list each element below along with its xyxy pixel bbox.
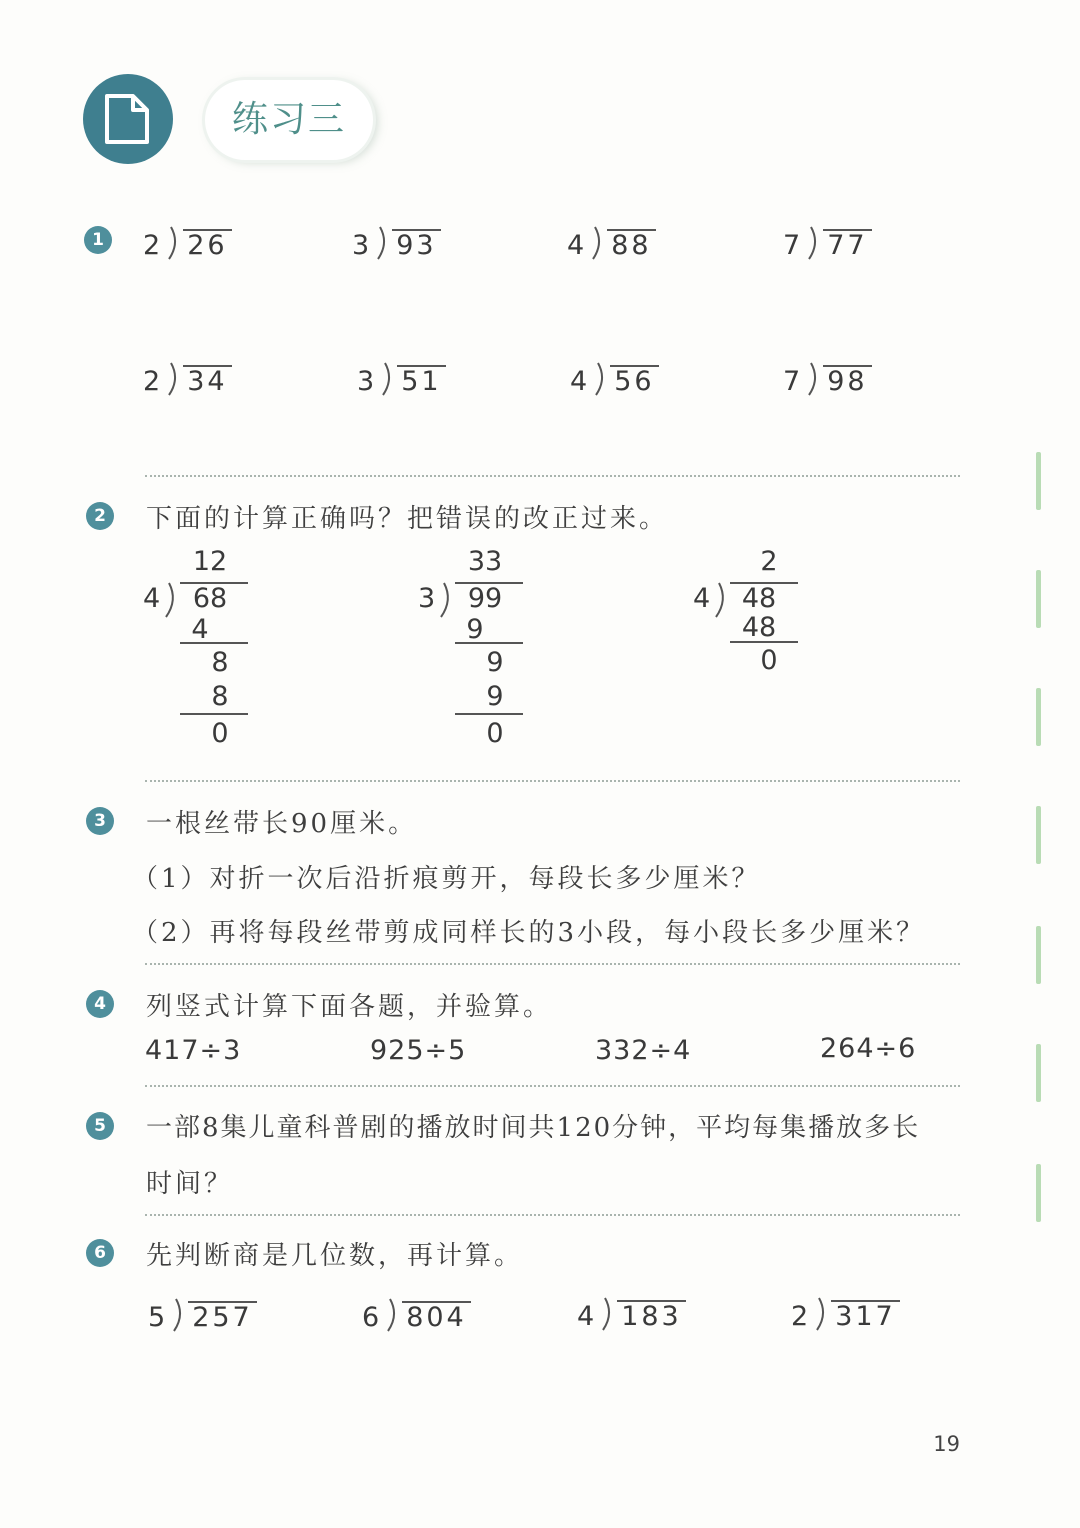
question-number-5: 5	[86, 1112, 114, 1140]
division-bracket	[167, 226, 181, 260]
divisor: 6	[362, 1302, 383, 1333]
rule-line	[730, 641, 798, 643]
expression: 332÷4	[595, 1035, 692, 1066]
side-bar	[1036, 688, 1041, 746]
divisor: 7	[783, 230, 804, 261]
question-number-2: 2	[86, 502, 114, 530]
side-bar	[1036, 1044, 1041, 1102]
question-text: 一根丝带长90厘米。	[146, 809, 418, 839]
question-number-1: 1	[84, 226, 112, 254]
rule-line	[455, 713, 523, 715]
dividend: 93	[392, 229, 440, 261]
division-problem	[143, 226, 232, 261]
dividend: 804	[402, 1301, 471, 1333]
section-divider	[145, 963, 960, 965]
question-number-3: 3	[86, 807, 114, 835]
dividend: 51	[397, 365, 445, 397]
expression: 925÷5	[370, 1035, 467, 1066]
dividend: 257	[188, 1301, 257, 1333]
page-number: 19	[933, 1432, 960, 1456]
dividend: 48	[741, 583, 777, 614]
divisor: 3	[357, 366, 378, 397]
dividend: 99	[467, 583, 503, 614]
quotient: 2	[760, 546, 778, 577]
division-problem	[567, 226, 656, 261]
dividend: 26	[183, 229, 231, 261]
remainder: 0	[211, 718, 229, 749]
page-title: 练习三	[231, 99, 346, 140]
question-text: 先判断商是几位数，再计算。	[146, 1241, 524, 1271]
rule-line	[180, 713, 248, 715]
division-bracket	[807, 362, 821, 396]
subtrahend: 4	[191, 614, 209, 645]
division-bracket	[815, 1297, 829, 1331]
division-bracket	[386, 1298, 400, 1332]
divisor: 5	[148, 1302, 169, 1333]
division-bracket	[381, 362, 395, 396]
subtrahend: 8	[211, 681, 229, 712]
division-problem	[577, 1297, 686, 1332]
division-bracket	[807, 226, 821, 260]
division-problem	[352, 226, 441, 261]
expression: 264÷6	[820, 1033, 917, 1064]
sub-question-2: （2）再将每段丝带剪成同样长的3小段，每小段长多少厘米？	[132, 918, 926, 948]
dividend: 88	[607, 229, 655, 261]
dividend: 98	[823, 365, 871, 397]
divisor: 2	[791, 1301, 812, 1332]
division-problem	[791, 1297, 900, 1332]
division-problem	[148, 1298, 257, 1333]
dividend: 34	[183, 365, 231, 397]
dividend: 183	[617, 1300, 686, 1332]
divisor: 3	[352, 230, 373, 261]
subtrahend: 48	[741, 612, 777, 643]
rule-line	[455, 642, 523, 644]
division-bracket	[594, 362, 608, 396]
question-number-4: 4	[86, 990, 114, 1018]
divisor: 4	[143, 583, 161, 614]
remainder: 0	[760, 645, 778, 676]
question-number-6: 6	[86, 1239, 114, 1267]
divisor: 4	[567, 230, 588, 261]
division-problem	[362, 1298, 471, 1333]
divisor: 2	[143, 366, 164, 397]
question-text: 列竖式计算下面各题，并验算。	[146, 992, 553, 1022]
dividend: 317	[831, 1300, 900, 1332]
divisor: 3	[418, 583, 436, 614]
divisor: 2	[143, 230, 164, 261]
question-text-continued: 时间？	[146, 1169, 234, 1199]
subtrahend: 9	[466, 614, 484, 645]
division-problem	[783, 226, 872, 261]
division-problem	[357, 362, 446, 397]
division-bracket	[591, 226, 605, 260]
divisor: 4	[570, 366, 591, 397]
division-problem	[143, 362, 232, 397]
remainder: 0	[486, 718, 504, 749]
section-divider	[145, 1214, 960, 1216]
question-text: 下面的计算正确吗？把错误的改正过来。	[146, 504, 669, 534]
divisor: 4	[693, 583, 711, 614]
sub-question-1: （1）对折一次后沿折痕剪开，每段长多少厘米？	[132, 864, 761, 894]
division-problem	[570, 362, 659, 397]
quotient: 33	[467, 546, 503, 577]
divisor: 4	[577, 1301, 598, 1332]
dividend: 77	[823, 229, 871, 261]
divisor: 7	[783, 366, 804, 397]
dividend: 56	[610, 365, 658, 397]
subtrahend: 9	[486, 681, 504, 712]
remainder: 9	[486, 647, 504, 678]
side-bar	[1036, 1164, 1041, 1222]
side-bar	[1036, 926, 1041, 984]
expression: 417÷3	[145, 1035, 242, 1066]
division-bracket	[167, 362, 181, 396]
dividend: 68	[192, 583, 228, 614]
side-bar	[1036, 806, 1041, 864]
rule-line	[180, 642, 248, 644]
division-bracket	[172, 1298, 186, 1332]
side-bar	[1036, 452, 1041, 510]
side-bar	[1036, 570, 1041, 628]
header-badge	[83, 74, 173, 164]
remainder: 8	[211, 647, 229, 678]
division-bracket	[376, 226, 390, 260]
section-divider	[145, 475, 960, 477]
section-divider	[145, 780, 960, 782]
division-problem	[783, 362, 872, 397]
division-bracket	[601, 1297, 615, 1331]
document-icon	[103, 92, 153, 146]
section-divider	[145, 1085, 960, 1087]
quotient: 12	[192, 546, 228, 577]
question-text: 一部8集儿童科普剧的播放时间共120分钟，平均每集播放多长	[146, 1113, 921, 1143]
